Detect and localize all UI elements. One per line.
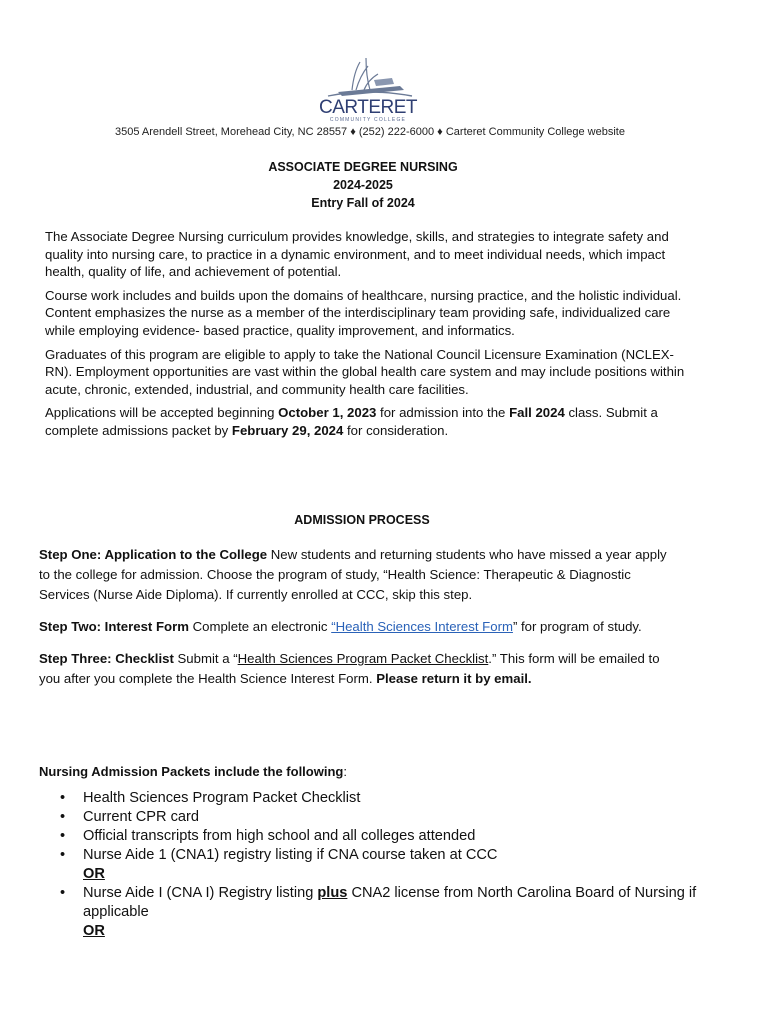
or-separator: OR: [83, 923, 105, 939]
intro-paragraph-2: Course work includes and builds upon the domains of healthcare, nursing practice, and the holistic individual. Content emphasizes the nurse as a member of the interdisciplinary team providing safe, individualized care while employing evidence- based practice, quality improvement, and informatics.: [45, 287, 682, 338]
admission-steps: [39, 545, 679, 701]
step-three: Step Three: Checklist Submit a “Health Sciences Program Packet Checklist.” This form will be emailed to you after you complete the Health Science Interest Form. Please return it by email.: [39, 651, 660, 686]
bullet-icon: •: [60, 847, 66, 863]
svg-text:COMMUNITY COLLEGE: COMMUNITY COLLEGE: [329, 117, 407, 123]
intro-paragraph-4: Applications will be accepted beginning October 1, 2023 for admission into the Fall 2024 class. Submit a complete admissions packet by February 29, 2024 for consideration.: [45, 405, 658, 438]
list-item: • Nurse Aide I (CNA I) Registry listing plus CNA2 license from North Carolina Board of Nursing if applicable: [60, 885, 697, 920]
title-year: 2024-2025: [333, 178, 393, 192]
list-item: • Nurse Aide 1 (CNA1) registry listing if CNA course taken at CCC: [60, 847, 498, 863]
bullet-icon: •: [60, 885, 66, 901]
step-two: Step Two: Interest Form Complete an electronic “Health Sciences Interest Form” for program of study.: [39, 619, 642, 634]
admission-process-heading: ADMISSION PROCESS: [294, 513, 430, 527]
title-program: ASSOCIATE DEGREE NURSING: [268, 160, 458, 174]
bullet-icon: •: [60, 828, 66, 844]
packet-checklist-text: Health Sciences Program Packet Checklist: [237, 651, 489, 666]
list-item: • Current CPR card: [60, 809, 199, 825]
interest-form-link[interactable]: “Health Sciences Interest Form: [331, 619, 513, 634]
list-item: • Health Sciences Program Packet Checklist: [60, 790, 361, 806]
carteret-logo: [308, 50, 428, 124]
list-item: • Official transcripts from high school and all colleges attended: [60, 828, 476, 844]
bullet-icon: •: [60, 809, 66, 825]
intro-paragraph-1: The Associate Degree Nursing curriculum provides knowledge, skills, and strategies to integrate safety and quality into nursing care, to practice in a dynamic environment, and to meet individual needs, which impact health, quality of life, and achievement of potential.: [45, 229, 669, 280]
intro-paragraph-3: Graduates of this program are eligible to apply to take the National Council Licensure Examination (NCLEX-RN). Employment opportunities are vast within the global health care system and may include positions within acute, chronic, extended, industrial, and community health care facilities.: [45, 346, 685, 397]
address-line: 3505 Arendell Street, Morehead City, NC 28557 ♦ (252) 222-6000 ♦ Carteret Community College website: [115, 126, 625, 138]
svg-text:CARTERET: CARTERET: [318, 97, 418, 118]
title-entry: Entry Fall of 2024: [311, 196, 415, 210]
packets-heading: Nursing Admission Packets include the following:: [39, 764, 347, 779]
bullet-icon: •: [60, 790, 66, 806]
or-separator: OR: [83, 866, 105, 882]
step-one: Step One: Application to the College New students and returning students who have missed a year apply to the college for admission. Choose the program of study, “Health Science: Therapeutic & Diagnostic Services (Nurse Aide Diploma). If currently enrolled at CCC, skip this step.: [39, 547, 667, 602]
intro-section: [45, 228, 685, 446]
packet-items-list: [60, 789, 700, 941]
document-title: [0, 158, 726, 212]
